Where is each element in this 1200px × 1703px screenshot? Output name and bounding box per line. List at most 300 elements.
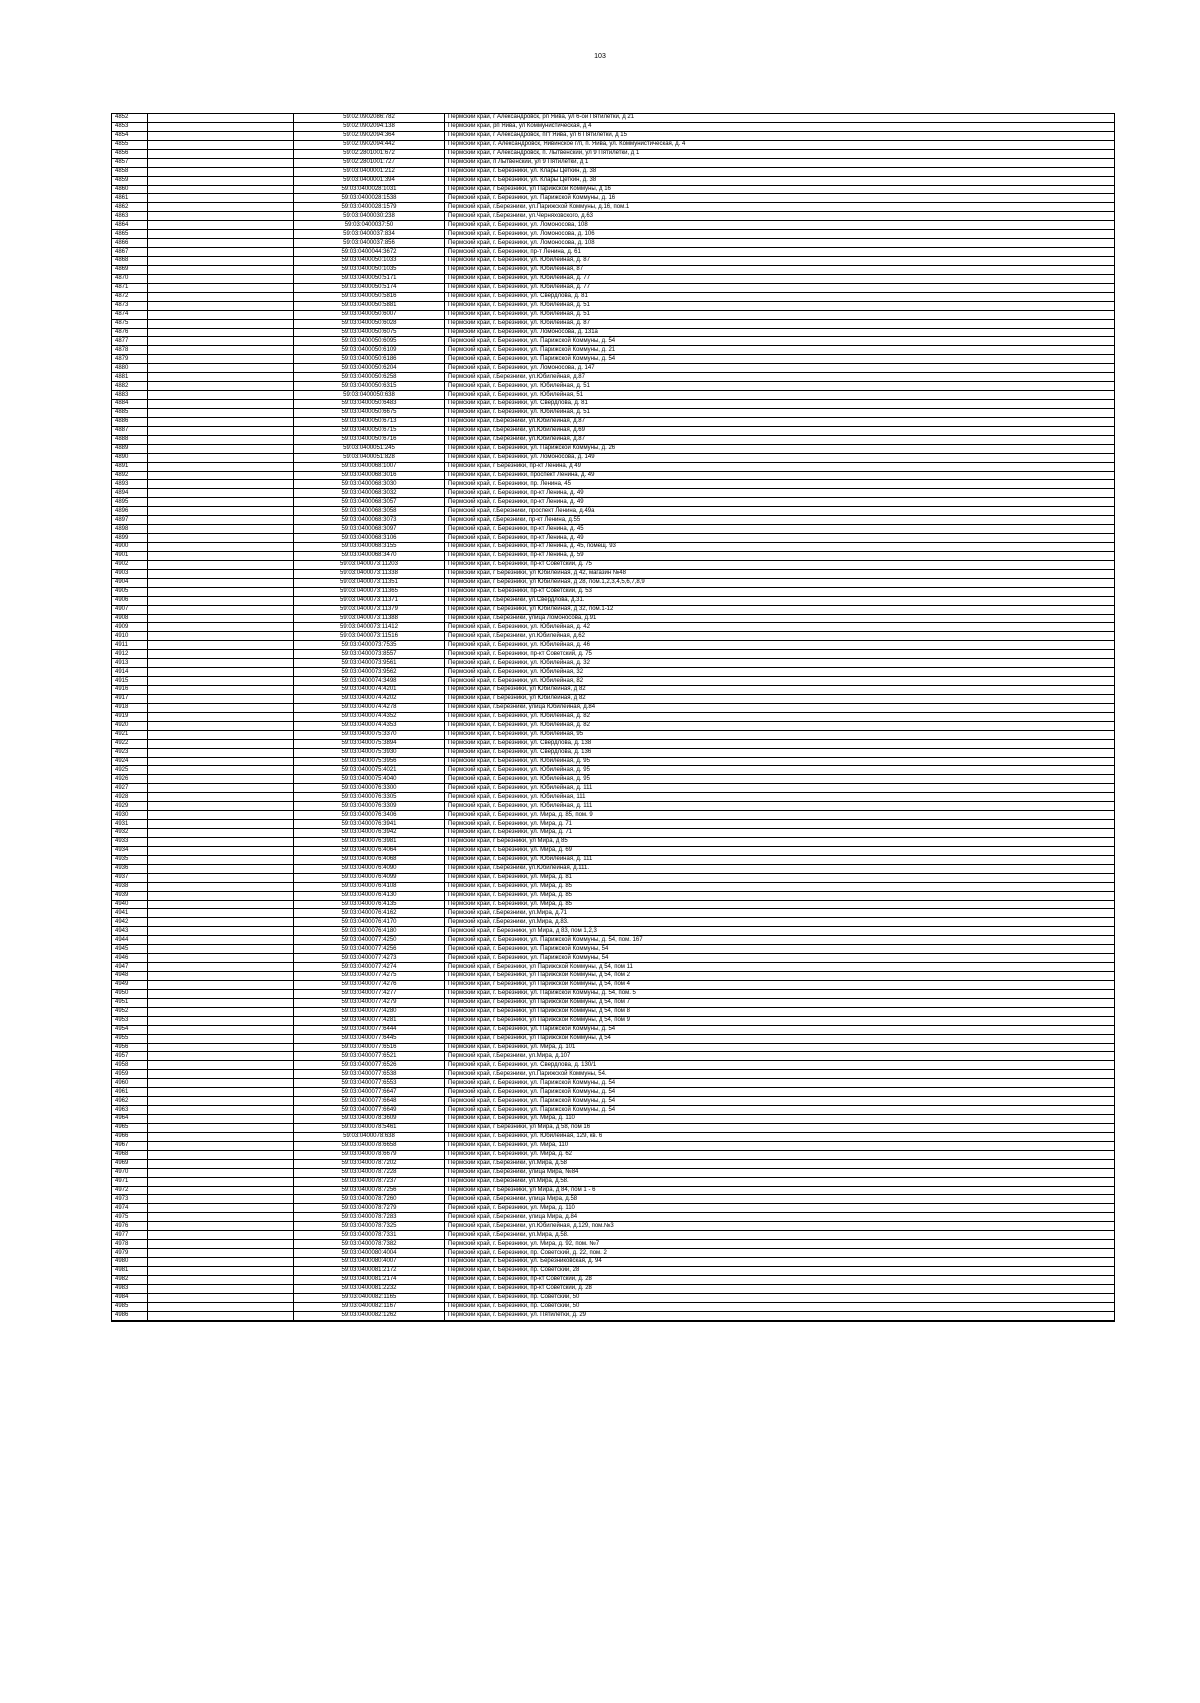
cadastral-number-cell: 59:03:0400077:6526 [294, 1061, 445, 1070]
empty-cell [148, 784, 294, 793]
address-cell: Пермский край, г. Березники, пр-кт Ленина, д. 49 [445, 498, 1115, 507]
cadastral-number-cell: 59:03:0400075:3956 [294, 757, 445, 766]
empty-cell [148, 435, 294, 444]
address-cell: Пермский край, г.Березники, улица Ломоносова, д.91 [445, 614, 1115, 623]
table-row [112, 391, 1115, 400]
table-row [112, 1284, 1115, 1293]
cadastral-number-cell: 59:03:0400077:4281 [294, 1016, 445, 1025]
table-row [112, 471, 1115, 480]
row-number-cell: 4882 [112, 382, 148, 391]
row-number-cell: 4960 [112, 1079, 148, 1088]
cadastral-number-cell: 59:03:0400081:2232 [294, 1284, 445, 1293]
address-cell: Пермский край, г. Березники, ул. Юбилейная, 129, кв. 6 [445, 1132, 1115, 1141]
row-number-cell: 4941 [112, 909, 148, 918]
table-row [112, 837, 1115, 846]
row-number-cell: 4963 [112, 1106, 148, 1115]
row-number-cell: 4940 [112, 900, 148, 909]
table-row [112, 954, 1115, 963]
table-row [112, 945, 1115, 954]
row-number-cell: 4886 [112, 417, 148, 426]
empty-cell [148, 525, 294, 534]
row-number-cell: 4896 [112, 507, 148, 516]
table-row [112, 694, 1115, 703]
row-number-cell: 4903 [112, 569, 148, 578]
row-number-cell: 4964 [112, 1115, 148, 1124]
row-number-cell: 4870 [112, 274, 148, 283]
row-number-cell: 4972 [112, 1186, 148, 1195]
table-row [112, 1186, 1115, 1195]
empty-cell [148, 1275, 294, 1284]
cadastral-number-cell: 59:03:0400078:5461 [294, 1123, 445, 1132]
cadastral-number-cell: 59:03:0400076:4108 [294, 882, 445, 891]
address-cell: Пермский край, г. Березники, ул. Клары Цеткин, д. 38 [445, 176, 1115, 185]
cadastral-number-cell: 59:03:0400077:4250 [294, 936, 445, 945]
cadastral-number-cell: 59:03:0400076:3941 [294, 820, 445, 829]
cadastral-number-cell: 59:03:0400030:238 [294, 212, 445, 221]
cadastral-number-cell: 59:03:0400077:4273 [294, 954, 445, 963]
table-row [112, 239, 1115, 248]
address-cell: Пермский край, г. Березники, пр-кт Ленина, д. 49 [445, 534, 1115, 543]
row-number-cell: 4897 [112, 516, 148, 525]
table-row [112, 158, 1115, 167]
address-cell: Пермский край, г. Березники, ул. Мира, д. 85 [445, 900, 1115, 909]
address-cell: Пермский край, г Березники, ул Юбилейная, д 82 [445, 686, 1115, 695]
table-row [112, 846, 1115, 855]
empty-cell [148, 1293, 294, 1302]
empty-cell [148, 909, 294, 918]
row-number-cell: 4977 [112, 1231, 148, 1240]
cadastral-number-cell: 59:03:0400081:2174 [294, 1275, 445, 1284]
page-number: 103 [594, 53, 606, 60]
row-number-cell: 4943 [112, 927, 148, 936]
address-cell: Пермский край, г. Березники, пр-кт Советский, д. 75 [445, 650, 1115, 659]
table-row [112, 185, 1115, 194]
empty-cell [148, 114, 294, 123]
table-row [112, 820, 1115, 829]
row-number-cell: 4887 [112, 426, 148, 435]
empty-cell [148, 1249, 294, 1258]
address-cell: Пермский край, г. Березники, ул. Парижской Коммуны, д. 54, пом. 167 [445, 936, 1115, 945]
row-number-cell: 4969 [112, 1159, 148, 1168]
row-number-cell: 4921 [112, 730, 148, 739]
table-row [112, 1150, 1115, 1159]
row-number-cell: 4881 [112, 373, 148, 382]
table-row [112, 453, 1115, 462]
empty-cell [148, 605, 294, 614]
address-cell: Пермский край, п Лытвенский, ул 9 Пятилетки, д 1 [445, 158, 1115, 167]
row-number-cell: 4932 [112, 829, 148, 838]
table-row [112, 1043, 1115, 1052]
cadastral-number-cell: 59:03:0400073:11365 [294, 587, 445, 596]
address-cell: Пермский край, г. Березники, ул. Свердлова, д. 130/1 [445, 1061, 1115, 1070]
address-cell: Пермский край, г. Березники, ул. Парижской Коммуны, д. 54 [445, 355, 1115, 364]
row-number-cell: 4913 [112, 659, 148, 668]
address-cell: Пермский край, г. Березники, ул. Юбилейная, д. 51 [445, 310, 1115, 319]
row-number-cell: 4935 [112, 855, 148, 864]
table-row [112, 560, 1115, 569]
table-row [112, 980, 1115, 989]
cadastral-number-cell: 59:03:0400073:11412 [294, 623, 445, 632]
row-number-cell: 4888 [112, 435, 148, 444]
table-row [112, 1302, 1115, 1311]
address-cell: Пермский край, г. Березники, ул. Парижской Коммуны, д. 54, пом. 5 [445, 989, 1115, 998]
address-cell: Пермский край, г. Березники, ул. Мира, д. 85, пом. 9 [445, 811, 1115, 820]
address-cell: Пермский край, г Березники, ул Юбилейная, д 32, пом.1-12 [445, 605, 1115, 614]
table-row [112, 283, 1115, 292]
empty-cell [148, 1222, 294, 1231]
cadastral-number-cell: 59:02:0902086:782 [294, 114, 445, 123]
cadastral-number-cell: 59:03:0400080:4007 [294, 1258, 445, 1267]
row-number-cell: 4891 [112, 462, 148, 471]
address-cell: Пермский край, г Березники, ул Мира, д 58, пом 16 [445, 1123, 1115, 1132]
table-row [112, 998, 1115, 1007]
cadastral-number-cell: 59:03:0400082:1262 [294, 1311, 445, 1320]
empty-cell [148, 1231, 294, 1240]
table-row [112, 1177, 1115, 1186]
address-cell: Пермский край, г. Березники, ул. Свердлова, д. 138 [445, 739, 1115, 748]
cadastral-number-cell: 59:03:0400075:3370 [294, 730, 445, 739]
cadastral-number-cell: 59:03:0400077:6521 [294, 1052, 445, 1061]
address-cell: Пермский край, г Александровск, п. Лытвенский, ул 9 Пятилетки, д 1 [445, 149, 1115, 158]
cadastral-number-cell: 59:03:0400076:4180 [294, 927, 445, 936]
address-cell: Пермский край, г Березники, ул Мира, д 83, пом 1,2,3 [445, 927, 1115, 936]
table-row [112, 274, 1115, 283]
table-row [112, 587, 1115, 596]
table-row [112, 364, 1115, 373]
table-row [112, 435, 1115, 444]
empty-cell [148, 721, 294, 730]
address-cell: Пермский край, г. Березники, ул. Ломоносова, д. 106 [445, 230, 1115, 239]
empty-cell [148, 203, 294, 212]
table-row [112, 1159, 1115, 1168]
row-number-cell: 4912 [112, 650, 148, 659]
address-cell: Пермский край, г Березники, ул Парижской Коммуны, д 54, пом 9 [445, 1016, 1115, 1025]
empty-cell [148, 310, 294, 319]
cadastral-number-cell: 59:03:0400073:11338 [294, 569, 445, 578]
cadastral-number-cell: 59:03:0400074:4202 [294, 694, 445, 703]
cadastral-number-cell: 59:02:2801001:727 [294, 158, 445, 167]
table-row [112, 972, 1115, 981]
address-cell: Пермский край, г. Березники, ул. Мира, д. 92, пом. №7 [445, 1240, 1115, 1249]
row-number-cell: 4892 [112, 471, 148, 480]
empty-cell [148, 963, 294, 972]
row-number-cell: 4947 [112, 963, 148, 972]
table-row [112, 149, 1115, 158]
empty-cell [148, 1088, 294, 1097]
cadastral-number-cell: 59:03:0400078:7283 [294, 1213, 445, 1222]
table-row [112, 1079, 1115, 1088]
row-number-cell: 4955 [112, 1034, 148, 1043]
cadastral-number-cell: 59:03:0400078:6658 [294, 1141, 445, 1150]
address-cell: Пермский край, г. Березники, ул. Мира, д. 81 [445, 873, 1115, 882]
row-number-cell: 4939 [112, 891, 148, 900]
empty-cell [148, 373, 294, 382]
table-row [112, 328, 1115, 337]
empty-cell [148, 1213, 294, 1222]
cadastral-number-cell: 59:03:0400077:6553 [294, 1079, 445, 1088]
empty-cell [148, 1177, 294, 1186]
row-number-cell: 4984 [112, 1293, 148, 1302]
row-number-cell: 4917 [112, 694, 148, 703]
empty-cell [148, 444, 294, 453]
empty-cell [148, 417, 294, 426]
empty-cell [148, 775, 294, 784]
address-cell: Пермский край, г. Березники, ул. Юбилейная, д. 77 [445, 283, 1115, 292]
address-cell: Пермский край, г. Березники, ул. Юбилейная, д. 95 [445, 775, 1115, 784]
cadastral-number-cell: 59:03:0400076:4099 [294, 873, 445, 882]
address-cell: Пермский край, г. Березники, ул. Юбилейная, д. 87 [445, 319, 1115, 328]
table-row [112, 793, 1115, 802]
cadastral-number-cell: 59:03:0400051:828 [294, 453, 445, 462]
row-number-cell: 4877 [112, 337, 148, 346]
cadastral-number-cell: 59:03:0400050:6483 [294, 400, 445, 409]
empty-cell [148, 1025, 294, 1034]
row-number-cell: 4876 [112, 328, 148, 337]
empty-cell [148, 498, 294, 507]
empty-cell [148, 694, 294, 703]
address-cell: Пермский край, г. Березники, ул. Ломоносова, д. 147 [445, 364, 1115, 373]
cadastral-number-cell: 59:03:0400050:5881 [294, 301, 445, 310]
address-cell: Пермский край, г. Березники, пр. Советский, 50 [445, 1302, 1115, 1311]
table-row [112, 1061, 1115, 1070]
empty-cell [148, 873, 294, 882]
address-cell: Пермский край, г Александровск, пгт Яйва, ул 6 Пятилетки, д 15 [445, 131, 1115, 140]
cadastral-number-cell: 59:03:0400077:4279 [294, 998, 445, 1007]
cadastral-number-cell: 59:03:0400074:4201 [294, 686, 445, 695]
address-cell: Пермский край, г. Березники, ул. Пятилетки, д. 29 [445, 1311, 1115, 1320]
table-row [112, 310, 1115, 319]
cadastral-number-cell: 59:03:0400073:9562 [294, 668, 445, 677]
address-cell: Пермский край, г Березники, ул Юбилейная, д 82 [445, 694, 1115, 703]
cadastral-number-cell: 59:03:0400077:6445 [294, 1034, 445, 1043]
table-row [112, 265, 1115, 274]
cadastral-number-cell: 59:03:0400077:4276 [294, 980, 445, 989]
row-number-cell: 4898 [112, 525, 148, 534]
empty-cell [148, 641, 294, 650]
empty-cell [148, 1115, 294, 1124]
cadastral-number-cell: 59:03:0400050:6075 [294, 328, 445, 337]
table-row [112, 248, 1115, 257]
cadastral-number-cell: 59:03:0400068:3016 [294, 471, 445, 480]
row-number-cell: 4902 [112, 560, 148, 569]
address-cell: Пермский край, г. Березники, проспект Ленина, д. 49 [445, 471, 1115, 480]
empty-cell [148, 1186, 294, 1195]
empty-cell [148, 686, 294, 695]
address-cell: Пермский край, г. Березники, ул. Мира, д. 71 [445, 829, 1115, 838]
empty-cell [148, 864, 294, 873]
cadastral-number-cell: 59:03:0400028:1031 [294, 185, 445, 194]
row-number-cell: 4973 [112, 1195, 148, 1204]
table-row [112, 114, 1115, 123]
empty-cell [148, 703, 294, 712]
row-number-cell: 4933 [112, 837, 148, 846]
row-number-cell: 4937 [112, 873, 148, 882]
cadastral-number-cell: 59:03:0400050:1033 [294, 257, 445, 266]
cadastral-number-cell: 59:03:0400050:6095 [294, 337, 445, 346]
table-row [112, 766, 1115, 775]
row-number-cell: 4889 [112, 444, 148, 453]
cadastral-number-cell: 59:03:0400050:6204 [294, 364, 445, 373]
empty-cell [148, 212, 294, 221]
empty-cell [148, 1150, 294, 1159]
cadastral-number-cell: 59:03:0400050:1035 [294, 265, 445, 274]
row-number-cell: 4885 [112, 408, 148, 417]
row-number-cell: 4907 [112, 605, 148, 614]
empty-cell [148, 855, 294, 864]
address-cell: Пермский край, г. Березники, ул. Мира, д. 62 [445, 1150, 1115, 1159]
empty-cell [148, 837, 294, 846]
empty-cell [148, 829, 294, 838]
address-cell: Пермский край, г. Березники, ул. Юбилейная, 87 [445, 265, 1115, 274]
cadastral-number-cell: 59:03:0400080:4004 [294, 1249, 445, 1258]
row-number-cell: 4966 [112, 1132, 148, 1141]
table-row [112, 739, 1115, 748]
cadastral-number-cell: 59:02:0902094:138 [294, 122, 445, 131]
empty-cell [148, 989, 294, 998]
table-row [112, 319, 1115, 328]
address-cell: Пермский край, г. Березники, ул. Юбилейная, д. 51 [445, 301, 1115, 310]
address-cell: Пермский край, г Березники, ул Парижской Коммуны, д 16 [445, 185, 1115, 194]
table-row [112, 802, 1115, 811]
table-row [112, 400, 1115, 409]
empty-cell [148, 1097, 294, 1106]
address-cell: Пермский край, г. Березники, ул. Парижской Коммуны, 54 [445, 954, 1115, 963]
cadastral-number-cell: 59:03:0400050:5816 [294, 292, 445, 301]
table-row [112, 337, 1115, 346]
address-cell: Пермский край, г. Березники, пр-кт Советский, д. 53 [445, 587, 1115, 596]
row-number-cell: 4936 [112, 864, 148, 873]
empty-cell [148, 1311, 294, 1320]
cadastral-number-cell: 59:03:0400078:6679 [294, 1150, 445, 1159]
address-cell: Пермский край, г. Березники, пр-кт Ленина, д. 59 [445, 551, 1115, 560]
cadastral-number-cell: 59:03:0400082:1165 [294, 1293, 445, 1302]
cadastral-number-cell: 59:03:0400077:4274 [294, 963, 445, 972]
cadastral-number-cell: 59:03:0400068:3057 [294, 498, 445, 507]
table-row [112, 1007, 1115, 1016]
address-cell: Пермский край, г.Березники, ул.Парижской Коммуны, 54. [445, 1070, 1115, 1079]
cadastral-number-cell: 59:03:0400050:638 [294, 391, 445, 400]
cadastral-number-cell: 59:03:0400076:3942 [294, 829, 445, 838]
table-row [112, 1293, 1115, 1302]
address-cell: Пермский край, г. Березники, пр-кт Советский, д. 75 [445, 560, 1115, 569]
address-cell: Пермский край, г. Березники, ул. Юбилейная, д. 51 [445, 382, 1115, 391]
cadastral-number-cell: 59:03:0400050:6315 [294, 382, 445, 391]
table-row [112, 569, 1115, 578]
table-row [112, 1115, 1115, 1124]
row-number-cell: 4914 [112, 668, 148, 677]
cadastral-number-cell: 59:03:0400078:7228 [294, 1168, 445, 1177]
table-row [112, 221, 1115, 230]
cadastral-number-cell: 59:03:0400075:4021 [294, 766, 445, 775]
cadastral-number-cell: 59:03:0400073:11516 [294, 632, 445, 641]
empty-cell [148, 1132, 294, 1141]
cadastral-number-cell: 59:03:0400076:3300 [294, 784, 445, 793]
empty-cell [148, 301, 294, 310]
cadastral-number-cell: 59:03:0400077:6516 [294, 1043, 445, 1052]
row-number-cell: 4865 [112, 230, 148, 239]
address-cell: Пермский край, г.Березники, ул.Юбилейная, д.111. [445, 864, 1115, 873]
row-number-cell: 4923 [112, 748, 148, 757]
empty-cell [148, 471, 294, 480]
cadastral-number-cell: 59:03:0400074:3498 [294, 677, 445, 686]
row-number-cell: 4856 [112, 149, 148, 158]
table-row [112, 426, 1115, 435]
empty-cell [148, 239, 294, 248]
cadastral-number-cell: 59:03:0400068:3030 [294, 480, 445, 489]
table-row [112, 1070, 1115, 1079]
address-cell: Пермский край, г.Березники, ул.Парижской Коммуны, д.16, пом.1 [445, 203, 1115, 212]
table-row [112, 1106, 1115, 1115]
address-cell: Пермский край, г.Березники, ул.Свердлова, д.31. [445, 596, 1115, 605]
row-number-cell: 4981 [112, 1266, 148, 1275]
cadastral-number-cell: 59:03:0400077:4277 [294, 989, 445, 998]
address-cell: Пермский край, г. Березники, пр-кт Ленина, д. 45, помещ. 93 [445, 543, 1115, 552]
empty-cell [148, 587, 294, 596]
cadastral-number-cell: 59:03:0400028:1538 [294, 194, 445, 203]
address-cell: Пермский край, г. Березники, ул. Юбилейная, д. 95 [445, 766, 1115, 775]
empty-cell [148, 400, 294, 409]
row-number-cell: 4924 [112, 757, 148, 766]
cadastral-number-cell: 59:03:0400078:638 [294, 1132, 445, 1141]
address-cell: Пермский край, г. Березники, пр. Советский, 50 [445, 1293, 1115, 1302]
empty-cell [148, 846, 294, 855]
table-row [112, 1266, 1115, 1275]
empty-cell [148, 408, 294, 417]
address-cell: Пермский край, г. Александровск, Яйвинское г/п, п. Яйва, ул. Коммунистическая, д. 4 [445, 140, 1115, 149]
cadastral-number-cell: 59:03:0400001:212 [294, 167, 445, 176]
empty-cell [148, 364, 294, 373]
table-row [112, 1052, 1115, 1061]
empty-cell [148, 1302, 294, 1311]
empty-cell [148, 927, 294, 936]
empty-cell [148, 972, 294, 981]
row-number-cell: 4853 [112, 122, 148, 131]
row-number-cell: 4949 [112, 980, 148, 989]
table-row [112, 686, 1115, 695]
address-cell: Пермский край, г.Березники, ул.Юбилейная, д.87 [445, 435, 1115, 444]
table-row [112, 140, 1115, 149]
address-cell: Пермский край, г.Березники, ул.Юбилейная, д.62 [445, 632, 1115, 641]
empty-cell [148, 167, 294, 176]
empty-cell [148, 1123, 294, 1132]
table-row [112, 757, 1115, 766]
address-cell: Пермский край, г Березники, ул Парижской Коммуны, д 54, пом 2 [445, 972, 1115, 981]
row-number-cell: 4942 [112, 918, 148, 927]
empty-cell [148, 954, 294, 963]
cadastral-number-cell: 59:03:0400076:3981 [294, 837, 445, 846]
table-row [112, 1222, 1115, 1231]
address-cell: Пермский край, г. Березники, ул. Юбилейная, 111 [445, 793, 1115, 802]
table-row [112, 525, 1115, 534]
table-row [112, 703, 1115, 712]
row-number-cell: 4915 [112, 677, 148, 686]
row-number-cell: 4874 [112, 310, 148, 319]
cadastral-number-cell: 59:03:0400068:3097 [294, 525, 445, 534]
empty-cell [148, 140, 294, 149]
table-row [112, 578, 1115, 587]
address-cell: Пермский край, г. Березники, пр. Ленина, 45 [445, 480, 1115, 489]
table-row [112, 927, 1115, 936]
table-row [112, 131, 1115, 140]
empty-cell [148, 659, 294, 668]
cadastral-number-cell: 59:03:0400050:6186 [294, 355, 445, 364]
row-number-cell: 4971 [112, 1177, 148, 1186]
empty-cell [148, 453, 294, 462]
cadastral-number-cell: 59:03:0400077:6648 [294, 1097, 445, 1106]
address-cell: Пермский край, г. Березники, ул. Мира, д. 69 [445, 846, 1115, 855]
address-cell: Пермский край, г. Березники, ул. Свердлова, д. 81 [445, 400, 1115, 409]
address-cell: Пермский край, г. Березники, пр-т Ленина, д. 61 [445, 248, 1115, 257]
